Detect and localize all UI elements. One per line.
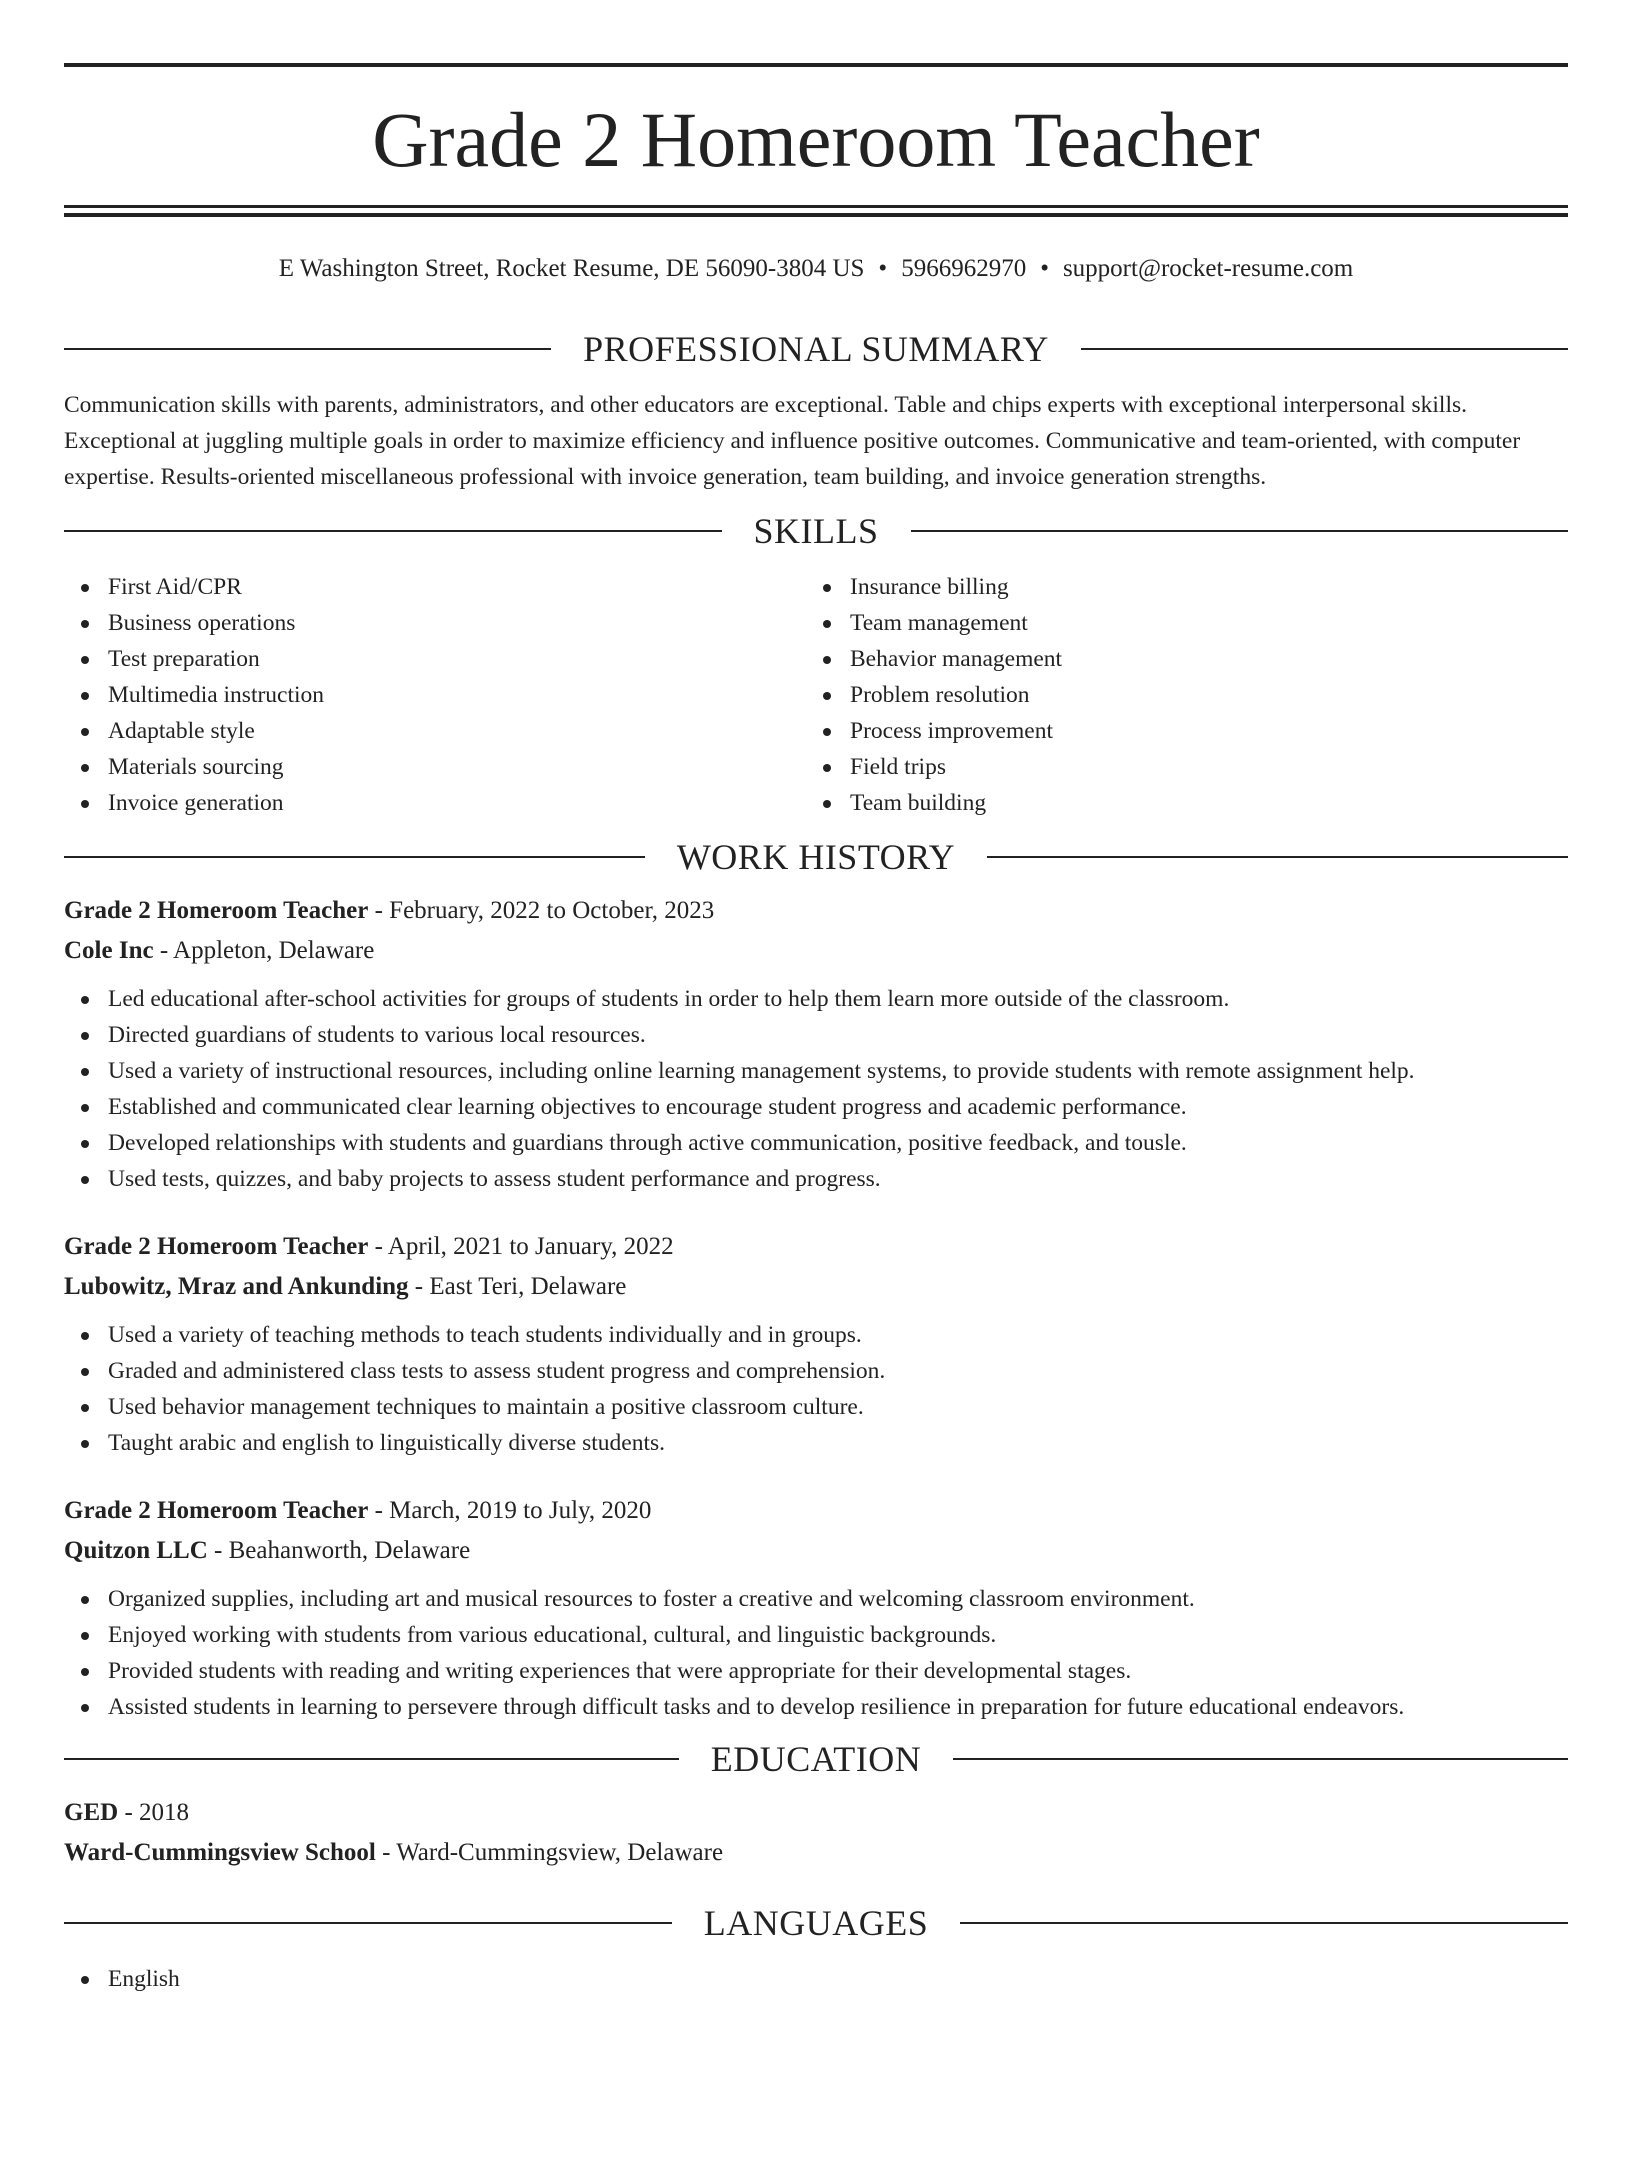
heading-rule xyxy=(64,1922,672,1924)
job-bullets xyxy=(64,1317,1568,1461)
language-item: English xyxy=(64,1961,1568,1997)
job-bullets xyxy=(64,981,1568,1197)
job-company: Cole Inc xyxy=(64,937,154,964)
contact-line xyxy=(64,253,1568,285)
job-title: Grade 2 Homeroom Teacher xyxy=(64,1233,369,1260)
education-entry xyxy=(64,1793,1568,1873)
skills-column-left xyxy=(64,569,806,821)
resume-page xyxy=(0,63,1632,2175)
job-bullets xyxy=(64,1581,1568,1725)
section-title: EDUCATION xyxy=(710,1739,922,1779)
section-heading-summary xyxy=(64,329,1568,369)
education-year: - 2018 xyxy=(118,1799,190,1826)
heading-rule xyxy=(1081,348,1568,350)
job-bullet: Used tests, quizzes, and baby projects to assess student performance and progress. xyxy=(64,1161,1568,1197)
job-location: - East Teri, Delaware xyxy=(408,1273,627,1300)
skill-item: Team management xyxy=(806,605,1548,641)
skill-item: Insurance billing xyxy=(806,569,1548,605)
contact-separator: • xyxy=(878,255,888,282)
job-bullet: Used behavior management techniques to maintain a positive classroom culture. xyxy=(64,1389,1568,1425)
job-bullet: Used a variety of instructional resources, including online learning management systems, to provide students with remote assignment help. xyxy=(64,1053,1568,1089)
skill-item: Behavior management xyxy=(806,641,1548,677)
job-bullet: Graded and administered class tests to assess student progress and comprehension. xyxy=(64,1353,1568,1389)
skill-item: Problem resolution xyxy=(806,677,1548,713)
skill-item: Adaptable style xyxy=(64,713,806,749)
job-title: Grade 2 Homeroom Teacher xyxy=(64,1497,369,1524)
job-bullet: Led educational after-school activities for groups of students in order to help them learn more outside of the classroom. xyxy=(64,981,1568,1017)
job-company: Lubowitz, Mraz and Ankunding xyxy=(64,1273,409,1300)
languages-list xyxy=(64,1961,1568,1997)
heading-rule xyxy=(64,856,645,858)
heading-rule xyxy=(911,530,1569,532)
job-company-line xyxy=(64,1267,1568,1307)
skill-item: Business operations xyxy=(64,605,806,641)
job-title-line xyxy=(64,891,1568,931)
job-dates: - April, 2021 to January, 2022 xyxy=(368,1233,674,1260)
skill-item: Test preparation xyxy=(64,641,806,677)
education-school: Ward-Cummingsview School xyxy=(64,1839,376,1866)
education-degree-line xyxy=(64,1793,1568,1833)
job-bullet: Organized supplies, including art and musical resources to foster a creative and welcoming classroom environment. xyxy=(64,1581,1568,1617)
job-title: Grade 2 Homeroom Teacher xyxy=(64,897,369,924)
skill-item: Materials sourcing xyxy=(64,749,806,785)
section-heading-skills xyxy=(64,511,1568,551)
heading-rule xyxy=(64,1758,679,1760)
contact-separator: • xyxy=(1040,255,1049,282)
job-title-line xyxy=(64,1491,1568,1531)
education-school-line xyxy=(64,1833,1568,1873)
job-title-line xyxy=(64,1227,1568,1267)
education-location: - Ward-Cummingsview, Delaware xyxy=(375,1839,724,1866)
job-bullet: Developed relationships with students and guardians through active communication, positive feedback, and tousle. xyxy=(64,1125,1568,1161)
job-location: - Beahanworth, Delaware xyxy=(207,1537,471,1564)
job-bullet: Used a variety of teaching methods to teach students individually and in groups. xyxy=(64,1317,1568,1353)
skill-item: First Aid/CPR xyxy=(64,569,806,605)
section-title: WORK HISTORY xyxy=(676,837,956,877)
header-double-rule xyxy=(64,205,1568,217)
skill-item: Multimedia instruction xyxy=(64,677,806,713)
job-company-line xyxy=(64,931,1568,971)
education-degree: GED xyxy=(64,1799,119,1826)
section-title: PROFESSIONAL SUMMARY xyxy=(583,329,1049,369)
skill-item: Field trips xyxy=(806,749,1548,785)
job-dates: - February, 2022 to October, 2023 xyxy=(368,897,715,924)
job-bullet: Established and communicated clear learning objectives to encourage student progress and academic performance. xyxy=(64,1089,1568,1125)
job-bullet: Directed guardians of students to various local resources. xyxy=(64,1017,1568,1053)
job-entry xyxy=(64,1491,1568,1725)
job-company-line xyxy=(64,1531,1568,1571)
summary-text: Communication skills with parents, administrators, and other educators are exceptional. Table and chips experts with exceptional interpersonal skills. Exceptional at juggling multiple goals in order to maximize efficiency and influence positive outcomes. Communicative and team-oriented, with computer expertise. Results-oriented miscellaneous professional with invoice generation, team building, and invoice generation strengths. xyxy=(64,392,1521,490)
job-entry xyxy=(64,891,1568,1197)
skill-item: Invoice generation xyxy=(64,785,806,821)
skill-item: Team building xyxy=(806,785,1548,821)
skills-list xyxy=(64,569,1568,821)
contact-address: E Washington Street, Rocket Resume, DE 56090-3804 US xyxy=(278,255,865,282)
top-rule xyxy=(64,63,1568,67)
section-heading-work xyxy=(64,837,1568,877)
skill-item: Process improvement xyxy=(806,713,1548,749)
section-title: SKILLS xyxy=(753,511,879,551)
section-heading-languages xyxy=(64,1903,1568,1943)
contact-email: support@rocket-resume.com xyxy=(1062,255,1354,282)
heading-rule xyxy=(987,856,1568,858)
section-title: LANGUAGES xyxy=(703,1903,929,1943)
job-bullet: Taught arabic and english to linguistically diverse students. xyxy=(64,1425,1568,1461)
job-bullet: Assisted students in learning to persevere through difficult tasks and to develop resilience in preparation for future educational endeavors. xyxy=(64,1689,1568,1725)
contact-phone: 5966962970 xyxy=(901,255,1027,282)
skills-column-right xyxy=(806,569,1548,821)
job-entry xyxy=(64,1227,1568,1461)
job-company: Quitzon LLC xyxy=(64,1537,208,1564)
job-dates: - March, 2019 to July, 2020 xyxy=(368,1497,652,1524)
job-bullet: Provided students with reading and writing experiences that were appropriate for their developmental stages. xyxy=(64,1653,1568,1689)
heading-rule xyxy=(953,1758,1568,1760)
heading-rule xyxy=(64,530,722,532)
heading-rule xyxy=(64,348,551,350)
heading-rule xyxy=(960,1922,1568,1924)
resume-name: Grade 2 Homeroom Teacher xyxy=(372,96,1260,183)
section-heading-education xyxy=(64,1739,1568,1779)
job-location: - Appleton, Delaware xyxy=(153,937,375,964)
job-bullet: Enjoyed working with students from various educational, cultural, and linguistic backgrounds. xyxy=(64,1617,1568,1653)
